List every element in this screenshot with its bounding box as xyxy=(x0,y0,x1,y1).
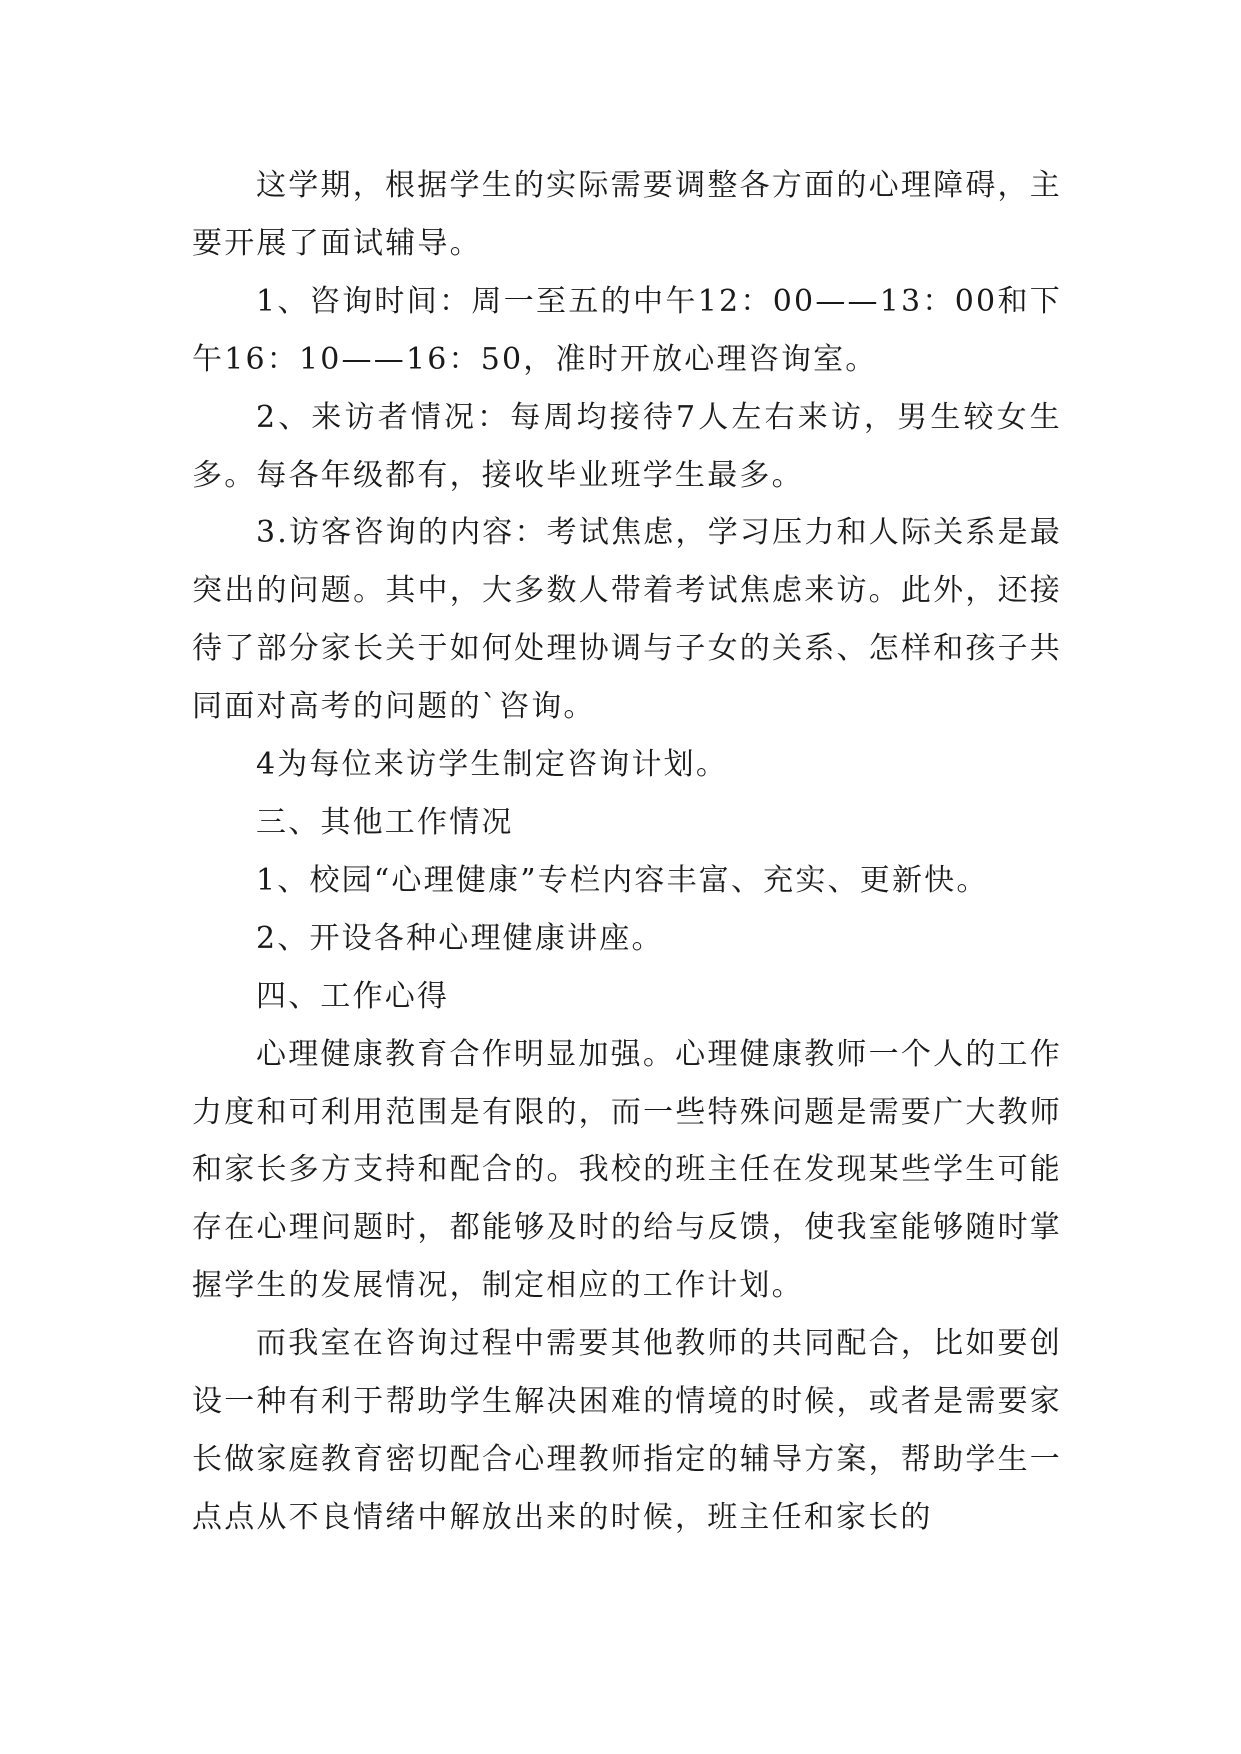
document-body xyxy=(192,157,1062,1547)
paragraph-consult-plan: 4为每位来访学生制定咨询计划。 xyxy=(256,747,729,783)
paragraph-visitor-info: 2、来访者情况：每周均接待7人左右来访，男生较女生多。每各年级都有，接收毕业班学生最多。 xyxy=(192,399,1062,493)
section-heading-other-work: 三、其他工作情况 xyxy=(256,804,514,840)
paragraph-consult-time: 1、咨询时间：周一至五的中午12：00——13：00和下午16：10——16：50，准时开放心理咨询室。 xyxy=(192,283,1062,377)
paragraph-collaboration: 而我室在咨询过程中需要其他教师的共同配合，比如要创设一种有利于帮助学生解决困难的情境的时候，或者是需要家长做家庭教育密切配合心理教师指定的辅导方案，帮助学生一点点从不良情绪中解放出来的时候，班主任和家长的 xyxy=(192,1326,1062,1535)
paragraph-cooperation: 心理健康教育合作明显加强。心理健康教师一个人的工作力度和可利用范围是有限的，而一些特殊问题是需要广大教师和家长多方支持和配合的。我校的班主任在发现某些学生可能存在心理问题时，都能够及时的给与反馈，使我室能够随时掌握学生的发展情况，制定相应的工作计划。 xyxy=(192,1036,1062,1304)
paragraph-consult-content: 3.访客咨询的内容：考试焦虑，学习压力和人际关系是最突出的问题。其中，大多数人带着考试焦虑来访。此外，还接待了部分家长关于如何处理协调与子女的关系、怎样和孩子共同面对高考的问题的`咨询。 xyxy=(192,515,1062,725)
paragraph-column: 1、校园“心理健康”专栏内容丰富、充实、更新快。 xyxy=(256,862,989,898)
paragraph-intro: 这学期，根据学生的实际需要调整各方面的心理障碍，主要开展了面试辅导。 xyxy=(192,168,1062,261)
section-heading-experience: 四、工作心得 xyxy=(256,978,450,1014)
paragraph-lectures: 2、开设各种心理健康讲座。 xyxy=(256,920,664,956)
